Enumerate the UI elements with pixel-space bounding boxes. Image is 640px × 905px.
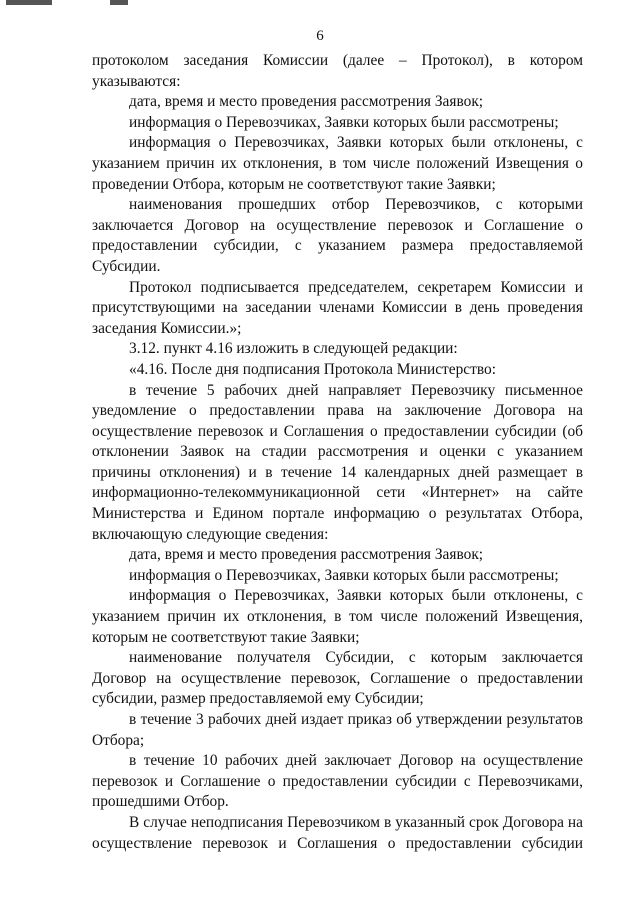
paragraph: в течение 5 рабочих дней направляет Перевозчику письменное уведомление о предоставлении права на заключение Договора на осуществление перевозок и Соглашения о предоставлении субсидии (об отклонении Заявок на стадии рассмотрения и оценки с указанием причины отклонения) и в течение 14 календарных дней размещает в информационно-телекоммуникационной сети «Интернет» на сайте Министерства и Едином портале информацию о результатах Отбора, включающую следующие сведения: (92, 381, 583, 543)
scan-edge (0, 0, 640, 8)
paragraph: «4.16. После дня подписания Протокола Министерство: (129, 360, 496, 378)
paragraph: наименование получателя Субсидии, с которым заключается Договор на осуществление перевозок, Соглашение о предоставлении субсидии, размер предоставляемой ему Субсидии; (92, 649, 583, 708)
paragraph: протоколом заседания Комиссии (далее – Протокол), в котором указываются: (92, 52, 583, 90)
page-number: 6 (316, 28, 324, 44)
paragraph: информация о Перевозчиках, Заявки которых были отклонены, с указанием причин их отклонения, в том числе положений Извещения о проведении Отбора, которым не соответствуют такие Заявки; (92, 134, 583, 193)
paragraph: информация о Перевозчиках, Заявки которых были рассмотрены; (129, 113, 559, 131)
paragraph: в течение 3 рабочих дней издает приказ об утверждении результатов Отбора; (92, 711, 583, 749)
paragraph: информация о Перевозчиках, Заявки которых были рассмотрены; (129, 566, 559, 584)
document-body (92, 51, 583, 854)
paragraph: Протокол подписывается председателем, секретарем Комиссии и присутствующими на заседании членами Комиссии в день проведения заседания Комиссии.»; (92, 278, 583, 337)
paragraph: информация о Перевозчиках, Заявки которых были отклонены, с указанием причин их отклонения, в том числе положений Извещения, которым не соответствуют такие Заявки; (92, 587, 583, 646)
paragraph: 3.12. пункт 4.16 изложить в следующей редакции: (129, 340, 458, 358)
paragraph-continued: В случае неподписания Перевозчиком в указанный срок Договора на осуществление перевозок и Соглашения о предоставлении субсидии (92, 813, 583, 852)
paragraph: дата, время и место проведения рассмотрения Заявок; (129, 546, 484, 564)
paragraph: в течение 10 рабочих дней заключает Договор на осуществление перевозок и Соглашение о предоставлении субсидии с Перевозчиками, прошедшими Отбор. (92, 752, 583, 811)
scan-mark-left (6, 0, 52, 5)
paragraph: дата, время и место проведения рассмотрения Заявок; (129, 93, 484, 111)
scan-mark-right (110, 0, 128, 5)
paragraph: наименования прошедших отбор Перевозчиков, с которыми заключается Договор на осуществление перевозок и Соглашение о предоставлении субсидии, с указанием размера предоставляемой Субсидии. (92, 196, 583, 275)
